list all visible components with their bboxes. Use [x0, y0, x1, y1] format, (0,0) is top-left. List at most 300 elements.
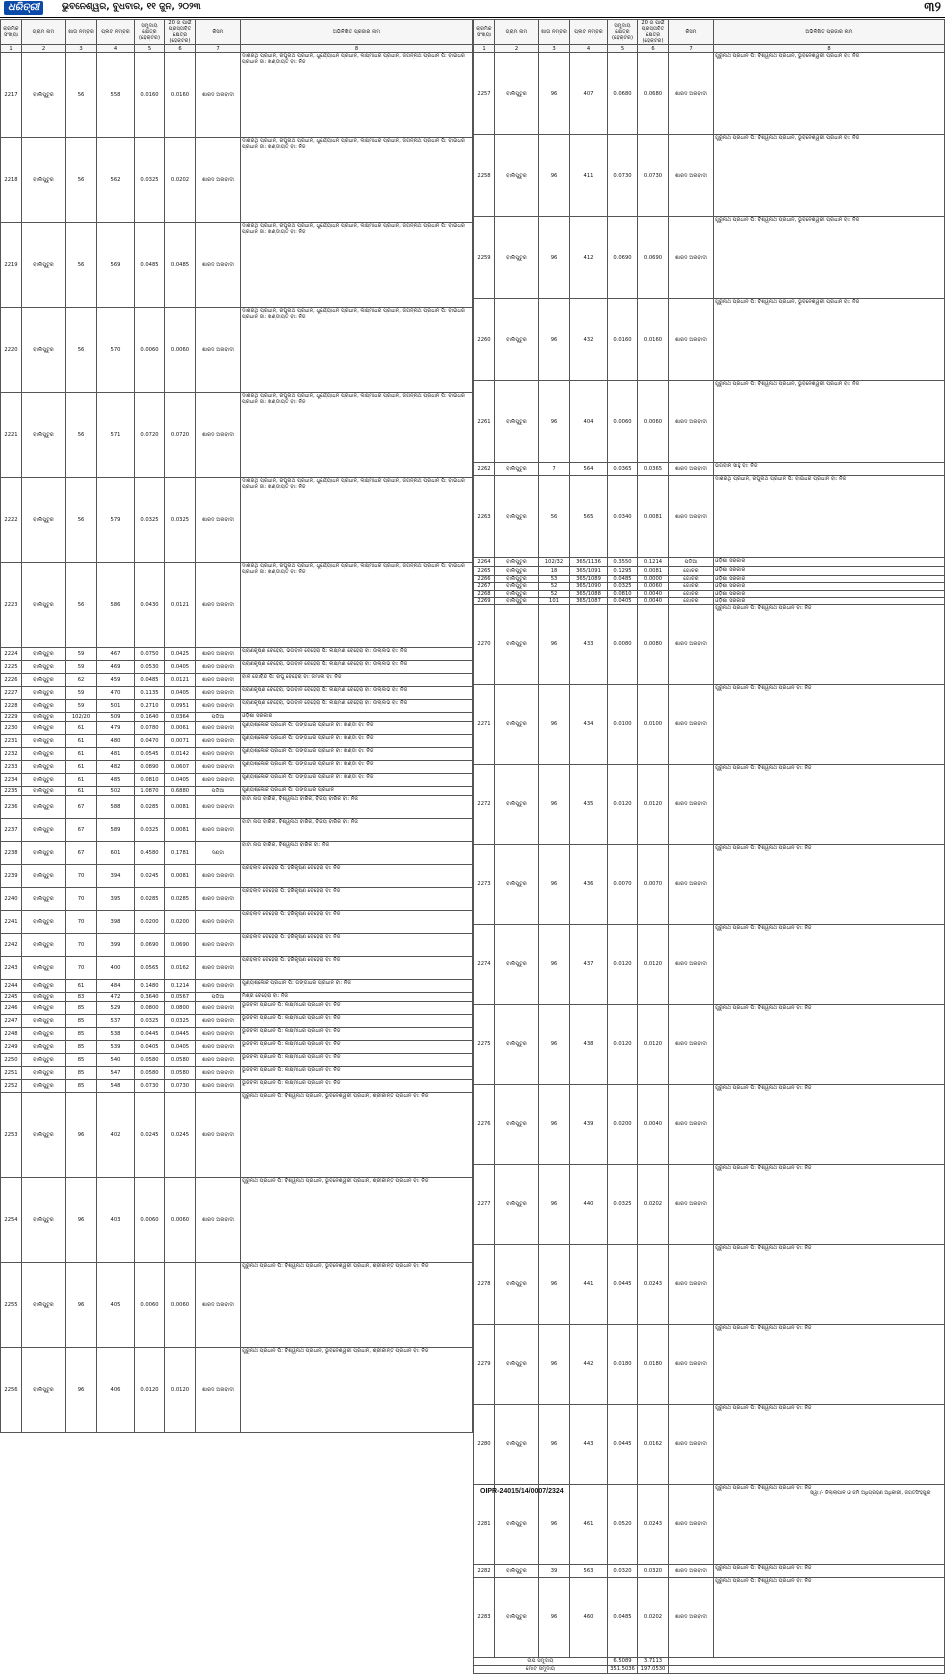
- proposed-area-cell: 0.0405: [165, 774, 196, 787]
- village-cell: ବାଲିପୁଟୁର: [495, 583, 539, 590]
- owner-cell: ଦାଶରଥି ପ୍ରଧାନ, ରଘୁନାଥ ପ୍ରଧାନ, ଧୁର୍ଯ୍ୟୋଧନ ପ୍ରଧାନ, ଲକ୍ଷ୍ମୀଧର ପ୍ରଧାନ, ଜଗନ୍ନାଥ ପ୍ରଧାନ ପି: ବାଇଧର ପ୍ରଧାନ ଜା: ଖଣ୍ଡାୟତ ବା: ନିଜ: [241, 53, 473, 138]
- proposed-area-cell: 0.0060: [165, 1263, 196, 1348]
- col-header: ସମୁଦାୟ କ୍ଷେତ୍ର (ହେକ୍ଟର): [608, 20, 638, 45]
- proposed-area-cell: 0.0580: [165, 1067, 196, 1080]
- khata-cell: 96: [539, 1484, 570, 1564]
- kisam-cell: ଶାରଦ ଅନାବାଦୀ: [196, 957, 241, 980]
- serial-cell: 2274: [474, 924, 495, 1004]
- plot-cell: 472: [97, 993, 135, 1002]
- serial-cell: 2254: [1, 1178, 22, 1263]
- serial-cell: 2258: [474, 135, 495, 217]
- proposed-area-cell: 0.0061: [165, 722, 196, 735]
- table-row: [1, 1002, 473, 1015]
- total-area-cell: 0.1135: [135, 687, 165, 700]
- plot-cell: 601: [97, 842, 135, 865]
- khata-cell: 85: [66, 1054, 97, 1067]
- proposed-area-cell: 0.0040: [638, 1084, 669, 1164]
- owner-cell: ବାଳ ଗୋବିନ୍ଦ ପି: ରଘୁ ବେହେରା ବା: ଜମାଲ ବା: ନିଜ: [241, 674, 473, 687]
- plot-cell: 405: [97, 1263, 135, 1348]
- khata-cell: 61: [66, 748, 97, 761]
- kisam-cell: ଶାରଦ ଅନାବାଦୀ: [196, 648, 241, 661]
- plot-cell: 403: [97, 1178, 135, 1263]
- village-cell: ବାଲିପୁଟୁର: [495, 1564, 539, 1577]
- proposed-area-cell: 0.0320: [638, 1564, 669, 1577]
- kisam-cell: ଶାରଦ ଅନାବାଦୀ: [669, 381, 714, 463]
- khata-cell: 52: [539, 583, 570, 590]
- serial-cell: 2257: [474, 53, 495, 135]
- khata-cell: 96: [66, 1348, 97, 1433]
- kisam-cell: ଶାରଦ ଅନାବାଦୀ: [196, 980, 241, 993]
- village-cell: ବାଲିପୁଟୁର: [22, 722, 66, 735]
- total-area-cell: 0.0340: [608, 476, 638, 558]
- serial-cell: 2230: [1, 722, 22, 735]
- village-cell: ବାଲିପୁଟୁର: [495, 597, 539, 604]
- total-area-cell: 0.0580: [135, 1067, 165, 1080]
- total-area-cell: 0.0120: [608, 924, 638, 1004]
- total-area-cell: 0.0120: [608, 1004, 638, 1084]
- total-area-cell: 1.0870: [135, 787, 165, 796]
- village-cell: ବାଲିପୁଟୁର: [495, 558, 539, 567]
- village-cell: ବାଲିପୁଟୁର: [22, 888, 66, 911]
- kisam-cell: ଶାରଦ ଅନାବାଦୀ: [196, 1002, 241, 1015]
- plot-cell: 469: [97, 661, 135, 674]
- total-area-cell: 0.0810: [135, 774, 165, 787]
- table-row: [1, 787, 473, 796]
- owner-cell: ପୁଣ୍ୟଶ୍ଳୋକ ପ୍ରଧାନ ପି: ଗଙ୍ଗାଧର ପ୍ରଧାନ: [241, 787, 473, 796]
- kisam-cell: ଶାରଦ ଅନାବାଦୀ: [196, 1093, 241, 1178]
- serial-cell: 2252: [1, 1080, 22, 1093]
- owner-cell: ଗୁରୁନାଥ ପ୍ରଧାନ ପି: ବିଶ୍ୱନାଥ ପ୍ରଧାନ ବା: ନିଜ: [714, 1577, 945, 1657]
- table-row: [1, 735, 473, 748]
- village-cell: ବାଲିପୁଟୁର: [22, 748, 66, 761]
- proposed-area-cell: 0.0720: [165, 393, 196, 478]
- proposed-area-cell: 0.0951: [165, 700, 196, 713]
- col-number: 1: [1, 45, 22, 53]
- plot-cell: 442: [570, 1324, 608, 1404]
- total-area-cell: 0.2710: [135, 700, 165, 713]
- serial-cell: 2256: [1, 1348, 22, 1433]
- serial-cell: 2266: [474, 576, 495, 583]
- table-row: [474, 53, 945, 135]
- kisam-cell: ଶାରଦ ଅନାବାଦୀ: [196, 1263, 241, 1348]
- total-area-cell: 0.0780: [135, 722, 165, 735]
- proposed-area-cell: 0.0121: [165, 674, 196, 687]
- serial-cell: 2227: [1, 687, 22, 700]
- table-row: [474, 924, 945, 1004]
- serial-cell: 2246: [1, 1002, 22, 1015]
- subtotal-total-area: 6.5089: [608, 1657, 638, 1665]
- village-cell: ବାଲିପୁଟୁର: [22, 735, 66, 748]
- proposed-area-cell: 0.0081: [165, 819, 196, 842]
- table-row: [1, 661, 473, 674]
- khata-cell: 67: [66, 842, 97, 865]
- proposed-area-cell: 0.1781: [165, 842, 196, 865]
- proposed-area-cell: 0.0202: [165, 138, 196, 223]
- proposed-area-cell: 0.1214: [165, 980, 196, 993]
- serial-cell: 2237: [1, 819, 22, 842]
- village-cell: ବାଲିପୁଟୁର: [495, 604, 539, 684]
- khata-cell: 83: [66, 993, 97, 1002]
- total-area-cell: 0.0730: [135, 1080, 165, 1093]
- kisam-cell: ଶାରଦ ଅନାବାଦୀ: [196, 478, 241, 563]
- proposed-area-cell: 0.0060: [638, 583, 669, 590]
- plot-cell: 459: [97, 674, 135, 687]
- total-area-cell: 0.0180: [608, 1324, 638, 1404]
- proposed-area-cell: 0.0365: [638, 463, 669, 476]
- plot-cell: 548: [97, 1080, 135, 1093]
- proposed-area-cell: 0.0060: [165, 1178, 196, 1263]
- total-area-cell: 0.0325: [608, 1164, 638, 1244]
- serial-cell: 2234: [1, 774, 22, 787]
- owner-cell: ଦାଶରଥି ପ୍ରଧାନ, ରଘୁନାଥ ପ୍ରଧାନ, ଧୁର୍ଯ୍ୟୋଧନ ପ୍ରଧାନ, ଲକ୍ଷ୍ମୀଧର ପ୍ରଧାନ, ଜଗନ୍ନାଥ ପ୍ରଧାନ ପି: ବାଇଧର ପ୍ରଧାନ ଜା: ଖଣ୍ଡାୟତ ବା: ନିଜ: [241, 308, 473, 393]
- table-row: [1, 865, 473, 888]
- kisam-cell: ଶାରଦ ଅନାବାଦୀ: [669, 1577, 714, 1657]
- village-cell: ବାଲିପୁଟୁର: [22, 687, 66, 700]
- plot-cell: 529: [97, 1002, 135, 1015]
- serial-cell: 2277: [474, 1164, 495, 1244]
- plot-cell: 434: [570, 684, 608, 764]
- total-area-cell: 0.0325: [608, 583, 638, 590]
- kisam-cell: ଗୋଚର: [669, 576, 714, 583]
- total-area-cell: 0.3550: [608, 558, 638, 567]
- proposed-area-cell: 0.0120: [638, 1004, 669, 1084]
- col-number: 2: [495, 45, 539, 53]
- khata-cell: 61: [66, 787, 97, 796]
- serial-cell: 2242: [1, 934, 22, 957]
- serial-cell: 2243: [1, 957, 22, 980]
- village-cell: ବାଲିପୁଟୁର: [495, 590, 539, 597]
- blank-cell: [669, 1657, 945, 1665]
- khata-cell: 85: [66, 1028, 97, 1041]
- total-area-cell: 0.0245: [135, 1093, 165, 1178]
- kisam-cell: ଶାରଦ ଅନାବାଦୀ: [669, 1484, 714, 1564]
- table-row: [1, 722, 473, 735]
- table-row: [1, 53, 473, 138]
- village-cell: ବାଲିପୁଟୁର: [22, 796, 66, 819]
- serial-cell: 2229: [1, 713, 22, 722]
- owner-cell: ଗୁରୁନାଥ ପ୍ରଧାନ ପି: ବିଶ୍ୱନାଥ ପ୍ରଧାନ, ଭୁବନେଶ୍ୱରୀ ପ୍ରଧାନ ବା: ନିଜ: [714, 53, 945, 135]
- owner-cell: ଗୁରୁନାଥ ପ୍ରଧାନ ପି: ବିଶ୍ୱନାଥ ପ୍ରଧାନ ବା: ନିଜ: [714, 924, 945, 1004]
- grand-total-proposed-area: 197.0530: [638, 1665, 669, 1673]
- proposed-area-cell: 0.0000: [638, 576, 669, 583]
- col-header: ଅଭିଳିଖିତ ପ୍ରଜାର ନାମ: [714, 20, 945, 45]
- serial-cell: 2217: [1, 53, 22, 138]
- serial-cell: 2231: [1, 735, 22, 748]
- total-area-cell: 0.0445: [135, 1028, 165, 1041]
- proposed-area-cell: 0.0100: [638, 684, 669, 764]
- total-area-cell: 0.0320: [608, 1564, 638, 1577]
- table-row: [1, 748, 473, 761]
- total-area-cell: 0.0060: [135, 308, 165, 393]
- total-area-cell: 0.0485: [135, 674, 165, 687]
- khata-cell: 85: [66, 1015, 97, 1028]
- table-row: [1, 911, 473, 934]
- plot-cell: 537: [97, 1015, 135, 1028]
- serial-cell: 2225: [1, 661, 22, 674]
- table-row: [1, 1067, 473, 1080]
- proposed-area-cell: 0.0325: [165, 478, 196, 563]
- kisam-cell: ଶାରଦ ଅନାବାଦୀ: [196, 934, 241, 957]
- serial-cell: 2244: [1, 980, 22, 993]
- col-header: ପ୍ଲଟ ନମ୍ବର: [97, 20, 135, 45]
- village-cell: ବାଲିପୁଟୁର: [22, 674, 66, 687]
- kisam-cell: ଶାରଦ ଅନାବାଦୀ: [669, 476, 714, 558]
- plot-cell: 509: [97, 713, 135, 722]
- village-cell: ବାଲିପୁଟୁର: [495, 924, 539, 1004]
- khata-cell: 56: [66, 393, 97, 478]
- serial-cell: 2240: [1, 888, 22, 911]
- khata-cell: 59: [66, 687, 97, 700]
- kisam-cell: ପଡିଆ: [196, 787, 241, 796]
- khata-cell: 70: [66, 888, 97, 911]
- col-number: 5: [608, 45, 638, 53]
- khata-cell: 61: [66, 980, 97, 993]
- owner-cell: ଗୁରୁନାଥ ପ୍ରଧାନ ପି: ବିଶ୍ୱନାଥ ପ୍ରଧାନ ବା: ନିଜ: [714, 1084, 945, 1164]
- owner-cell: ଗୁରୁନାଥ ପ୍ରଧାନ ପି: ବିଶ୍ୱନାଥ ପ୍ରଧାନ, ଭୁବନେଶ୍ୱରୀ ପ୍ରଧାନ, ଶ୍ରୀକାନ୍ତ ପ୍ରଧାନ ବା: ନିଜ: [241, 1093, 473, 1178]
- serial-cell: 2220: [1, 308, 22, 393]
- owner-cell: ଭଗବାନ ସାହୁ ବା: ନିଜ: [714, 463, 945, 476]
- owner-cell: ପ୍ରହଲାଦ ବେହେରା ପି: ହରିକୃଷ୍ଣ ବେହେରା ବା: ନିଜ: [241, 888, 473, 911]
- plot-cell: 436: [570, 844, 608, 924]
- owner-cell: ଭୁଜବଳୀ ପ୍ରଧାନ ପି: ଲକ୍ଷ୍ମୀଧର ପ୍ରଧାନ ବା: ନିଜ: [241, 1067, 473, 1080]
- col-number: 4: [570, 45, 608, 53]
- village-cell: ବାଲିପୁଟୁର: [495, 1084, 539, 1164]
- column-number-row: [474, 45, 945, 53]
- table-row: [1, 1028, 473, 1041]
- total-area-cell: 0.0100: [608, 684, 638, 764]
- col-number: 5: [135, 45, 165, 53]
- serial-cell: 2228: [1, 700, 22, 713]
- khata-cell: 96: [539, 1404, 570, 1484]
- table-row: [1, 713, 473, 722]
- proposed-area-cell: 0.0485: [165, 223, 196, 308]
- proposed-area-cell: 0.0121: [165, 563, 196, 648]
- owner-cell: ଗୁରୁନାଥ ପ୍ରଧାନ ପି: ବିଶ୍ୱନାଥ ପ୍ରଧାନ ବା: ନିଜ: [714, 1564, 945, 1577]
- serial-cell: 2268: [474, 590, 495, 597]
- kisam-cell: ଶାରଦ ଅନାବାଦୀ: [196, 748, 241, 761]
- kisam-cell: ଶାରଦ ଅନାବାଦୀ: [196, 888, 241, 911]
- proposed-area-cell: 0.0285: [165, 888, 196, 911]
- proposed-area-cell: 0.0580: [165, 1054, 196, 1067]
- serial-cell: 2267: [474, 583, 495, 590]
- kisam-cell: ଶାରଦ ଅନାବାଦୀ: [196, 722, 241, 735]
- village-cell: ବାଲିପୁଟୁର: [22, 1041, 66, 1054]
- kisam-cell: ଗୋଚର: [669, 597, 714, 604]
- kisam-cell: ଶାରଦ ଅନାବାଦୀ: [196, 1028, 241, 1041]
- col-header: 20 ଗ ପାଇଁ ପ୍ରସ୍ତାବିତ କ୍ଷେତ୍ର (ହେକ୍ଟର): [165, 20, 196, 45]
- owner-cell: ଓଡ଼ିଶା ସରକାର: [714, 567, 945, 576]
- owner-cell: ଗୁରୁନାଥ ପ୍ରଧାନ ପି: ବିଶ୍ୱନାଥ ପ୍ରଧାନ ବା: ନିଜ: [714, 1484, 945, 1564]
- khata-cell: 85: [66, 1002, 97, 1015]
- serial-cell: 2278: [474, 1244, 495, 1324]
- proposed-area-cell: 0.0081: [638, 567, 669, 576]
- village-cell: ବାଲିପୁଟୁର: [22, 1028, 66, 1041]
- proposed-area-cell: 0.0364: [165, 713, 196, 722]
- owner-cell: ବାଟା ନାଗ ବାରିକ, ବିଶ୍ୱନାଥ ବାରିକ, ବିଜୟ ବାରିକ ବା: ନିଜ: [241, 819, 473, 842]
- plot-cell: 461: [570, 1484, 608, 1564]
- khata-cell: 102/32: [539, 558, 570, 567]
- plot-cell: 571: [97, 393, 135, 478]
- khata-cell: 56: [66, 563, 97, 648]
- plot-cell: 570: [97, 308, 135, 393]
- owner-cell: ପ୍ରାଣକୃଷ୍ଣ ବେହେରା, ଭଗବାନ ବେହେରା ପି: ଲକ୍ଷ୍ମଣ ବେହେରା ବା: ଉଲ୍ଲଭ ବା: ନିଜ: [241, 661, 473, 674]
- kisam-cell: ଶାରଦ ଅନାବାଦୀ: [669, 684, 714, 764]
- land-table-right: [473, 19, 945, 1674]
- village-cell: ବାଲିପୁଟୁର: [22, 865, 66, 888]
- proposed-area-cell: 0.0120: [638, 924, 669, 1004]
- owner-cell: ଭୁଜବଳୀ ପ୍ରଧାନ ପି: ଲକ୍ଷ୍ମୀଧର ପ୍ରଧାନ ବା: ନିଜ: [241, 1015, 473, 1028]
- total-area-cell: 0.0060: [135, 1178, 165, 1263]
- total-area-cell: 0.0445: [608, 1404, 638, 1484]
- total-area-cell: 0.0730: [608, 135, 638, 217]
- proposed-area-cell: 0.0120: [165, 1348, 196, 1433]
- col-number: 4: [97, 45, 135, 53]
- owner-cell: ଗୁରୁନାଥ ପ୍ରଧାନ ପି: ବିଶ୍ୱନାଥ ପ୍ରଧାନ ବା: ନିଜ: [714, 684, 945, 764]
- owner-cell: ପୁଣ୍ୟଶ୍ଳୋକ ପ୍ରଧାନ ପି: ଗଙ୍ଗାଧର ପ୍ରଧାନ ବା: ଖଣ୍ଡା ବା: ନିଜ: [241, 774, 473, 787]
- col-header: ପ୍ଲଟ ନମ୍ବର: [570, 20, 608, 45]
- serial-cell: 2238: [1, 842, 22, 865]
- right-column: [473, 19, 945, 1674]
- table-row: [1, 1054, 473, 1067]
- col-header: କିସମ: [669, 20, 714, 45]
- table-row: [1, 1041, 473, 1054]
- proposed-area-cell: 0.0690: [638, 217, 669, 299]
- table-row: [1, 1015, 473, 1028]
- column-number-row: [1, 45, 473, 53]
- table-row: [1, 1348, 473, 1433]
- village-cell: ବାଲିପୁଟୁର: [22, 1080, 66, 1093]
- total-area-cell: 0.0325: [135, 819, 165, 842]
- khata-cell: 96: [66, 1093, 97, 1178]
- table-row: [474, 1324, 945, 1404]
- owner-cell: ଗୁରୁନାଥ ପ୍ରଧାନ ପି: ବିଶ୍ୱନାଥ ପ୍ରଧାନ ବା: ନିଜ: [714, 1324, 945, 1404]
- plot-cell: 502: [97, 787, 135, 796]
- kisam-cell: ଶାରଦ ଅନାବାଦୀ: [669, 1004, 714, 1084]
- total-area-cell: 0.0530: [135, 661, 165, 674]
- serial-cell: 2219: [1, 223, 22, 308]
- village-cell: ବାଲିପୁଟୁର: [22, 563, 66, 648]
- plot-cell: 365/1087: [570, 597, 608, 604]
- proposed-area-cell: 0.0730: [165, 1080, 196, 1093]
- col-header: ସମୁଦାୟ କ୍ଷେତ୍ର (ହେକ୍ଟର): [135, 20, 165, 45]
- plot-cell: 579: [97, 478, 135, 563]
- serial-cell: 2282: [474, 1564, 495, 1577]
- khata-cell: 96: [539, 1324, 570, 1404]
- village-cell: ବାଲିପୁଟୁର: [495, 1324, 539, 1404]
- khata-cell: 61: [66, 735, 97, 748]
- village-cell: ବାଲିପୁଟୁର: [495, 463, 539, 476]
- col-header: କ୍ରମିକ ସଂଖ୍ୟା: [1, 20, 22, 45]
- total-area-cell: 0.0430: [135, 563, 165, 648]
- proposed-area-cell: 0.0445: [165, 1028, 196, 1041]
- plot-cell: 365/1091: [570, 567, 608, 576]
- total-area-cell: 0.1480: [135, 980, 165, 993]
- khata-cell: 61: [66, 761, 97, 774]
- table-row: [1, 393, 473, 478]
- subtotal-proposed-area: 3.7113: [638, 1657, 669, 1665]
- proposed-area-cell: 0.0243: [638, 1244, 669, 1324]
- header-row: [1, 20, 473, 45]
- khata-cell: 61: [66, 722, 97, 735]
- table-row: [474, 381, 945, 463]
- kisam-cell: ଶାରଦ ଅନାବାଦୀ: [669, 764, 714, 844]
- proposed-area-cell: 0.0040: [638, 597, 669, 604]
- total-area-cell: 0.0325: [135, 478, 165, 563]
- plot-cell: 400: [97, 957, 135, 980]
- total-area-cell: 0.0365: [608, 463, 638, 476]
- blank-cell: [669, 1665, 945, 1673]
- col-number: 8: [714, 45, 945, 53]
- khata-cell: 96: [539, 924, 570, 1004]
- serial-cell: 2283: [474, 1577, 495, 1657]
- total-area-cell: 0.0160: [608, 299, 638, 381]
- total-area-cell: 0.1295: [608, 567, 638, 576]
- table-row: [1, 774, 473, 787]
- plot-cell: 482: [97, 761, 135, 774]
- total-area-cell: 0.0580: [135, 1054, 165, 1067]
- kisam-cell: ଶାରଦ ଅନାବାଦୀ: [669, 217, 714, 299]
- table-row: [474, 1164, 945, 1244]
- kisam-cell: ଶାରଦ ଅନାବାଦୀ: [669, 1564, 714, 1577]
- serial-cell: 2222: [1, 478, 22, 563]
- serial-cell: 2262: [474, 463, 495, 476]
- serial-cell: 2279: [474, 1324, 495, 1404]
- kisam-cell: ଶାରଦ ଅନାବାଦୀ: [196, 774, 241, 787]
- plot-cell: 460: [570, 1577, 608, 1657]
- khata-cell: 52: [539, 590, 570, 597]
- col-number: 3: [539, 45, 570, 53]
- plot-cell: 439: [570, 1084, 608, 1164]
- plot-cell: 586: [97, 563, 135, 648]
- kisam-cell: ଶାରଦ ଅନାବାଦୀ: [669, 1404, 714, 1484]
- plot-cell: 484: [97, 980, 135, 993]
- serial-cell: 2218: [1, 138, 22, 223]
- khata-cell: 18: [539, 567, 570, 576]
- kisam-cell: ଶାରଦ ଅନାବାଦୀ: [669, 604, 714, 684]
- village-cell: ବାଲିପୁଟୁର: [22, 842, 66, 865]
- total-area-cell: 0.0120: [608, 764, 638, 844]
- col-header: କିସମ: [196, 20, 241, 45]
- owner-cell: ଗୁରୁନାଥ ପ୍ରଧାନ ପି: ବିଶ୍ୱନାଥ ପ୍ରଧାନ, ଭୁବନେଶ୍ୱରୀ ପ୍ରଧାନ ବା: ନିଜ: [714, 299, 945, 381]
- kisam-cell: ଶାରଦ ଅନାବାଦୀ: [196, 1041, 241, 1054]
- plot-cell: 467: [97, 648, 135, 661]
- kisam-cell: ଶାରଦ ଅନାବାଦୀ: [196, 393, 241, 478]
- khata-cell: 96: [539, 135, 570, 217]
- kisam-cell: ଶାରଦ ଅନାବାଦୀ: [196, 223, 241, 308]
- proposed-area-cell: 0.0081: [638, 476, 669, 558]
- village-cell: ବାଲିପୁଟୁର: [22, 1015, 66, 1028]
- owner-cell: ବାଟା ନାଗ ବାରିକ, ବିଶ୍ୱନାଥ ବାରିକ, ବିଜୟ ବାରିକ ବା: ନିଜ: [241, 796, 473, 819]
- proposed-area-cell: 0.1214: [638, 558, 669, 567]
- total-area-cell: 0.0810: [608, 590, 638, 597]
- owner-cell: ପ୍ରାଣକୃଷ୍ଣ ବେହେରା, ଭଗବାନ ବେହେରା ପି: ଲକ୍ଷ୍ମଣ ବେହେରା ବା: ଉଲ୍ଲଭ ବା: ନିଜ: [241, 687, 473, 700]
- proposed-area-cell: 0.0080: [638, 604, 669, 684]
- serial-cell: 2259: [474, 217, 495, 299]
- table-row: [1, 223, 473, 308]
- total-area-cell: 0.0405: [608, 597, 638, 604]
- kisam-cell: ଗୋଚର: [669, 583, 714, 590]
- owner-cell: ଓଡ଼ିଶା ସରକାର: [714, 558, 945, 567]
- col-header: ଖାତା ନମ୍ବର: [539, 20, 570, 45]
- owner-cell: ଭୁଜବଳୀ ପ୍ରଧାନ ପି: ଲକ୍ଷ୍ମୀଧର ପ୍ରଧାନ ବା: ନିଜ: [241, 1054, 473, 1067]
- plot-cell: 540: [97, 1054, 135, 1067]
- plot-cell: 407: [570, 53, 608, 135]
- kisam-cell: ଗୋଚର: [669, 567, 714, 576]
- table-row: [1, 796, 473, 819]
- plot-cell: 470: [97, 687, 135, 700]
- serial-cell: 2276: [474, 1084, 495, 1164]
- plot-cell: 558: [97, 53, 135, 138]
